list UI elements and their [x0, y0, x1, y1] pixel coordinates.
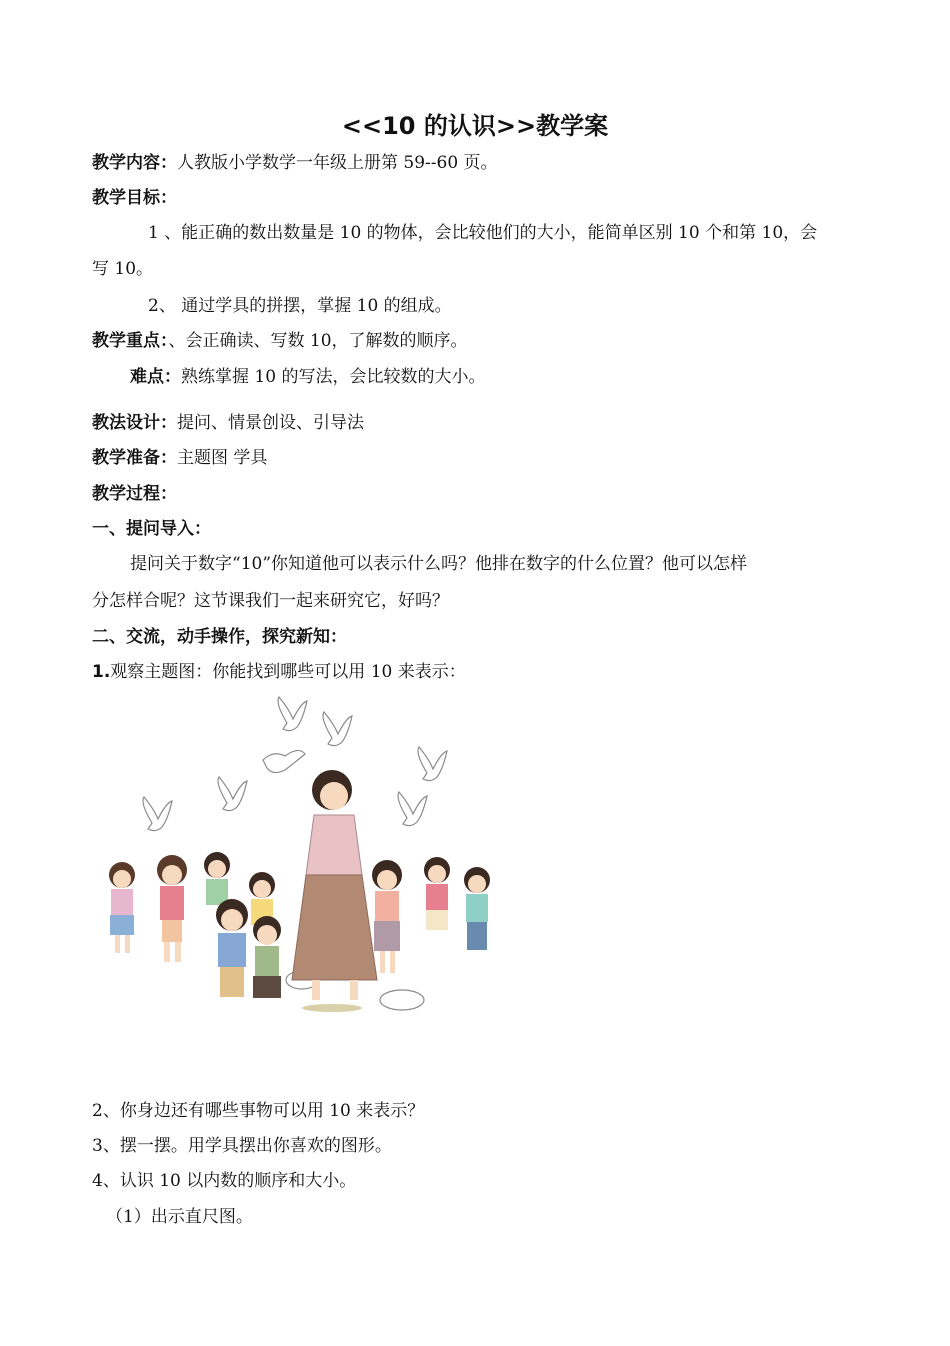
teacher	[292, 770, 377, 1000]
content-label: 教学内容：	[92, 153, 177, 173]
step-4-sub: （1）出示直尺图。	[106, 1207, 253, 1227]
section-1-line-1: 提问关于数字“10”你知道他可以表示什么吗？他排在数字的什么位置？他可以怎样	[130, 554, 748, 574]
content-text: 人教版小学数学一年级上册第 59--60 页。	[177, 153, 498, 173]
difficulty-label: 难点：	[130, 367, 181, 387]
difficulty-row	[130, 366, 485, 388]
goal-item-2: 2、 通过学具的拼摆，掌握 10 的组成。	[148, 296, 452, 316]
step-1	[92, 661, 466, 683]
step-1-text: 观察主题图：你能找到哪些可以用 10 来表示：	[110, 662, 466, 682]
dove-icon	[398, 792, 427, 826]
section-1-line-2: 分怎样合呢？这节课我们一起来研究它，好吗？	[92, 591, 449, 611]
step-1-number: 1.	[92, 662, 111, 682]
dove-icon	[218, 777, 247, 811]
dove-icon	[323, 712, 352, 746]
ground-seeds	[302, 1004, 362, 1012]
method-text: 提问、情景创设、引导法	[177, 413, 364, 433]
method-row	[92, 412, 364, 434]
dove-icon	[278, 697, 307, 731]
step-3: 3、摆一摆。用学具摆出你喜欢的图形。	[92, 1136, 392, 1156]
dove-icon	[418, 747, 447, 781]
prep-label: 教学准备：	[92, 448, 177, 468]
page-title: <<10 的认识>>教学案	[341, 112, 609, 140]
section-1-heading: 一、提问导入：	[92, 519, 211, 539]
dove-icon	[263, 750, 305, 772]
theme-illustration	[92, 690, 512, 1035]
key-point-text: 、会正确读、写数 10，了解数的顺序。	[168, 331, 468, 351]
dove-icon	[143, 797, 172, 831]
goal-item-1-line-2: 写 10。	[92, 259, 154, 279]
section-2-heading: 二、交流，动手操作，探究新知：	[92, 627, 347, 647]
prep-text: 主题图 学具	[177, 448, 268, 468]
goal-item-1-line-1: 1 、能正确的数出数量是 10 的物体，会比较他们的大小，能简单区别 10 个和第 10，会	[148, 223, 818, 243]
prep-row	[92, 447, 267, 469]
process-label: 教学过程：	[92, 484, 177, 504]
goals-label: 教学目标：	[92, 188, 177, 208]
step-2: 2、你身边还有哪些事物可以用 10 来表示？	[92, 1101, 425, 1121]
content-row	[92, 152, 498, 174]
key-point-row	[92, 330, 468, 352]
step-4: 4、认识 10 以内数的顺序和大小。	[92, 1171, 357, 1191]
dove-icon	[380, 990, 424, 1010]
method-label: 教法设计：	[92, 413, 177, 433]
key-point-label: 教学重点：	[92, 331, 169, 351]
difficulty-text: 熟练掌握 10 的写法，会比较数的大小。	[181, 367, 486, 387]
